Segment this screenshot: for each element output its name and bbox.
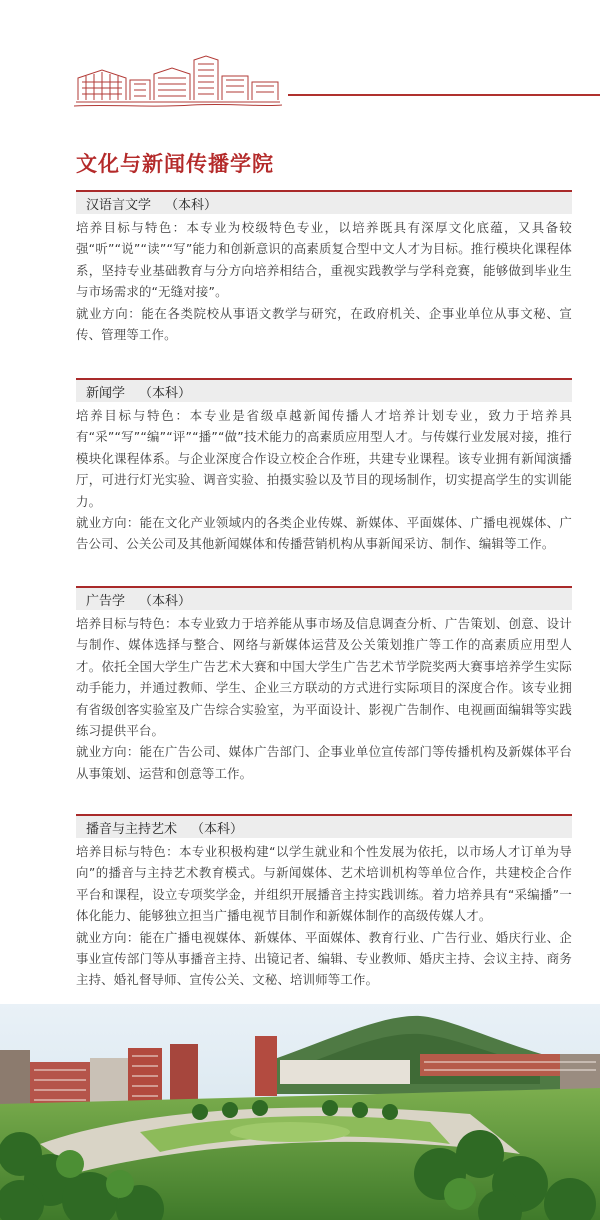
section-header	[76, 586, 572, 610]
section-header	[76, 378, 572, 402]
section-header	[76, 814, 572, 838]
campus-sketch-illustration	[72, 50, 284, 110]
major-name: 广告学	[86, 593, 126, 609]
header-rule	[288, 94, 600, 96]
training-goals-text: 培养目标与特色：本专业为校级特色专业，以培养既具有深厚文化底蕴，又具备较强“听”“说”“读”“写”能力和创新意识的高素质复合型中文人才为目标。推行模块化课程体系，坚持专业基础教育与分方向培养相结合，重视实践教学与学科竞赛，能够做到毕业生与市场需求的“无缝对接”。	[76, 220, 572, 300]
training-goals-text: 培养目标与特色：本专业致力于培养能从事市场及信息调查分析、广告策划、创意、设计与制作、媒体选择与整合、网络与新媒体运营及公关策划推广等工作的高素质应用型人才。依托全国大学生广告艺术大赛和中国大学生广告艺术节学院奖两大赛事培养学生实际动手能力，并通过教师、学生、企业三方联动的方式进行实际项目的深度合作。该专业拥有省级创客实验室及广告综合实验室，为平面设计、影视广告制作、电视画面编辑等实践练习提供平台。	[76, 616, 572, 739]
major-section-broadcasting-hosting	[76, 814, 572, 991]
section-header	[76, 190, 572, 214]
training-goals-text: 培养目标与特色：本专业是省级卓越新闻传播人才培养计划专业，致力于培养具有“采”“写”“编”“评”“播”“做”技术能力的高素质应用型人才。与传媒行业发展对接，推行模块化课程体系。与企业深度合作设立校企合作班，共建专业课程。该专业拥有新闻演播厅，可进行灯光实验、调音实验、拍摄实验以及节目的现场制作，切实提高学生的实训能力。	[76, 408, 572, 509]
degree-label: （本科）	[139, 593, 192, 609]
career-direction-text: 就业方向：能在广播电视媒体、新媒体、平面媒体、教育行业、广告行业、婚庆行业、企事业宣传部门等从事播音主持、出镜记者、编辑、专业教师、婚庆主持、会议主持、商务主持、婚礼督导师、宣传公关、文秘、培训师等工作。	[76, 929, 572, 988]
career-direction-text: 就业方向：能在各类院校从事语文教学与研究，在政府机关、企事业单位从事文秘、宣传、管理等工作。	[76, 305, 572, 343]
degree-label: （本科）	[191, 821, 244, 837]
major-section-chinese-language	[76, 190, 572, 345]
training-goals-text: 培养目标与特色：本专业积极构建“以学生就业和个性发展为依托，以市场人才订单为导向”的播音与主持艺术教育模式。与新闻媒体、艺术培训机构等单位合作，共建校企合作平台和课程，设立专项奖学金，并组织开展播音主持实践训练。着力培养具有“采编播”一体化能力、能够独立担当广播电视节目制作和新媒体制作的高级传媒人才。	[76, 844, 572, 924]
major-section-journalism	[76, 378, 572, 555]
section-body	[76, 841, 572, 991]
degree-label: （本科）	[139, 385, 192, 401]
major-section-advertising	[76, 586, 572, 784]
section-body	[76, 405, 572, 555]
career-direction-text: 就业方向：能在文化产业领域内的各类企业传媒、新媒体、平面媒体、广播电视媒体、广告公司、公关公司及其他新闻媒体和传播营销机构从事新闻采访、制作、编辑等工作。	[76, 515, 572, 552]
section-body	[76, 613, 572, 784]
major-name: 汉语言文学	[86, 197, 152, 213]
page-title: 文化与新闻传播学院	[76, 152, 274, 176]
major-name: 新闻学	[86, 385, 126, 401]
major-name: 播音与主持艺术	[86, 821, 178, 837]
degree-label: （本科）	[165, 197, 218, 213]
campus-aerial-photo	[0, 1004, 600, 1220]
career-direction-text: 就业方向：能在广告公司、媒体广告部门、企事业单位宣传部门等传播机构及新媒体平台从事策划、运营和创意等工作。	[76, 744, 572, 781]
section-body	[76, 217, 572, 345]
